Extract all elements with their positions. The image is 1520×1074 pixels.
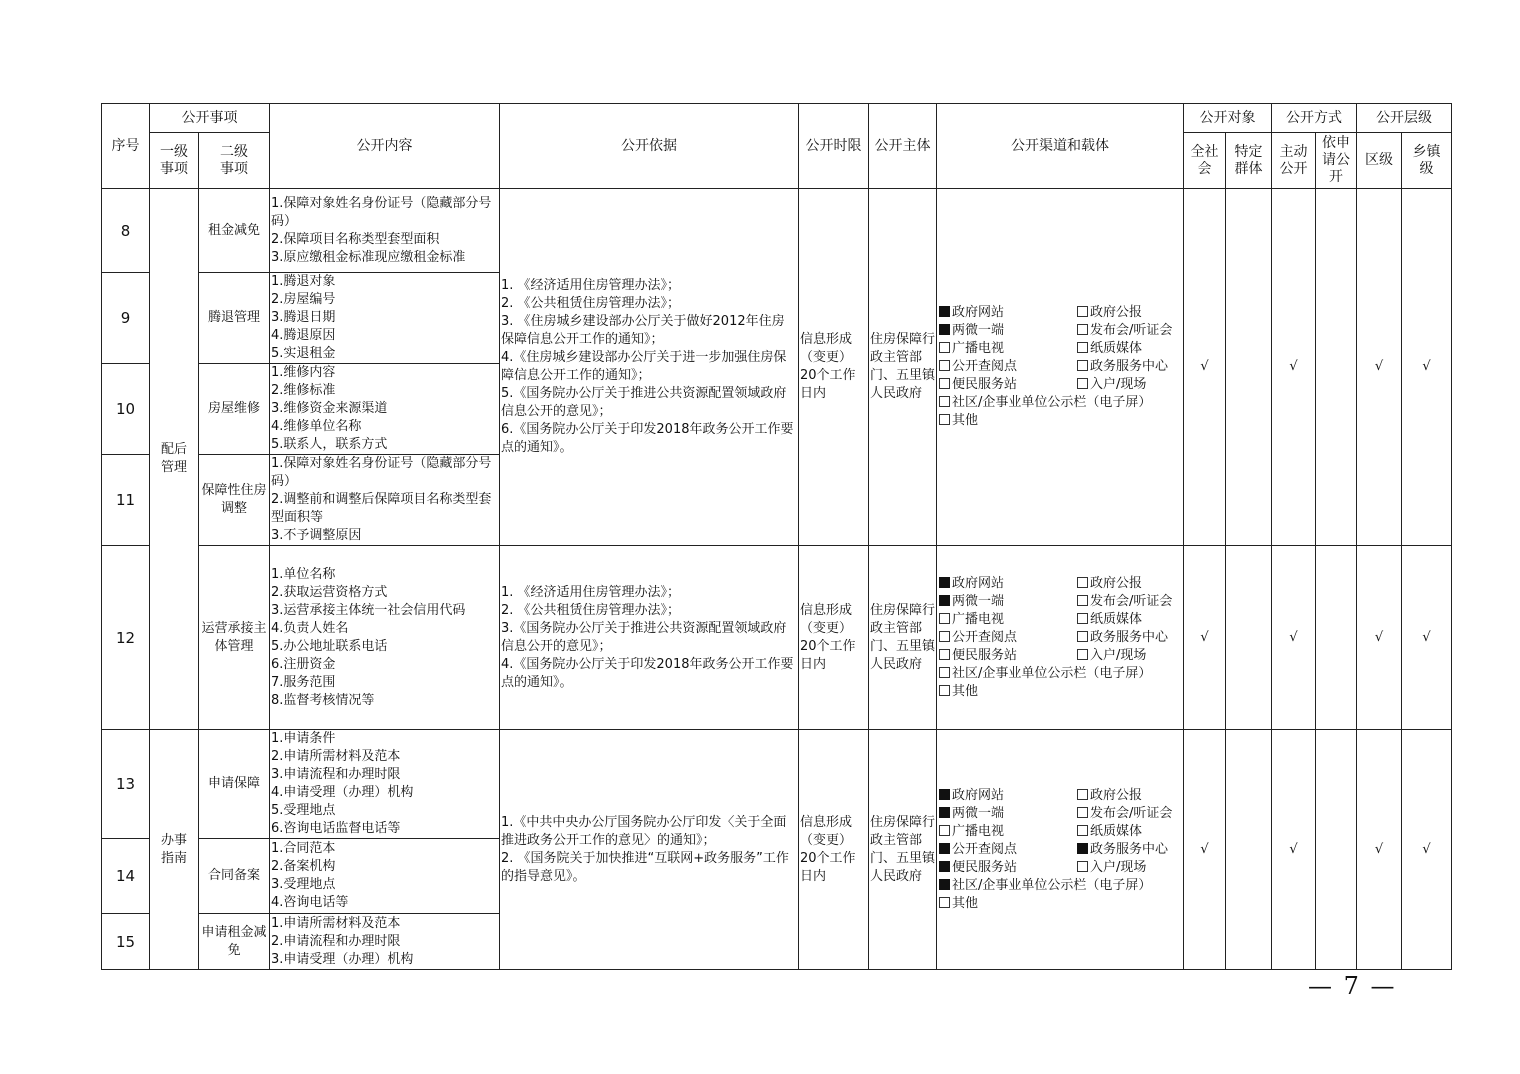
time-cell: 信息形成（变更）20个工作日内 — [799, 189, 869, 546]
channel-gov-site: 政府网站 — [952, 305, 1005, 320]
unchecked-box-icon — [1077, 861, 1088, 872]
unchecked-box-icon — [1077, 342, 1088, 353]
header-channels: 公开渠道和载体 — [937, 104, 1184, 189]
list-line: 5.受理地点 — [271, 803, 336, 818]
check-active: √ — [1272, 189, 1316, 546]
unchecked-box-icon — [939, 649, 950, 660]
list-line: 6.咨询电话监督电话等 — [271, 821, 401, 836]
channel-gov-bulletin: 政府公报 — [1090, 787, 1143, 803]
content-list — [270, 455, 500, 546]
list-line: 4.《国务院办公厅关于印发2018年政务公开工作要点的通知》。 — [501, 656, 794, 690]
channel-tv: 广播电视 — [952, 341, 1005, 356]
check-specific — [1226, 546, 1272, 730]
check-apply — [1316, 546, 1357, 730]
header-object-specific: 特定 群体 — [1226, 133, 1272, 189]
header-object-all: 全社 会 — [1184, 133, 1226, 189]
unchecked-box-icon — [1077, 324, 1088, 335]
header-object: 公开对象 — [1184, 104, 1272, 133]
check-all: √ — [1184, 189, 1226, 546]
channel-other: 其他 — [952, 413, 979, 428]
list-line: 3.受理地点 — [271, 877, 336, 892]
list-line: 1. 《经济适用住房管理办法》； — [501, 278, 681, 293]
channel-station: 便民服务站 — [952, 377, 1018, 392]
level2-cell: 合同备案 — [199, 839, 270, 914]
unchecked-box-icon — [1077, 306, 1088, 317]
header-seq: 序号 — [102, 104, 150, 189]
content-list — [270, 914, 500, 970]
row-no: 10 — [102, 364, 150, 455]
unchecked-box-icon — [1077, 631, 1088, 642]
row-no: 8 — [102, 189, 150, 273]
checked-box-icon — [1077, 843, 1088, 854]
list-line: 1.《中共中央办公厅国务院办公厅印发〈关于全面推进政务公开工作的意见〉的通知》； — [501, 814, 787, 848]
list-line: 2.调整前和调整后保障项目名称类型套型面积等 — [271, 492, 492, 525]
channel-two-micro: 两微一端 — [952, 593, 1005, 609]
unchecked-box-icon — [1077, 595, 1088, 606]
list-line: 5.《国务院办公厅关于推进公共资源配置领域政府信息公开的意见》； — [501, 386, 787, 419]
header-level2: 二级 事项 — [199, 133, 270, 189]
channel-door: 入户/现场 — [1090, 377, 1147, 392]
list-line: 3.运营承接主体统一社会信用代码 — [271, 602, 466, 618]
checked-box-icon — [939, 861, 950, 872]
unchecked-box-icon — [939, 667, 950, 678]
channel-paper: 纸质媒体 — [1090, 823, 1143, 839]
page-number: — 7 — — [1308, 972, 1397, 1000]
channel-door: 入户/现场 — [1090, 859, 1147, 875]
channels-cell — [937, 189, 1184, 546]
channel-service-center: 政务服务中心 — [1090, 629, 1169, 645]
list-line: 3.不予调整原因 — [271, 528, 362, 543]
channel-tv: 广播电视 — [952, 611, 1005, 627]
checked-box-icon — [939, 324, 950, 335]
unchecked-box-icon — [939, 613, 950, 624]
list-line: 4.申请受理（办理）机构 — [271, 785, 414, 800]
header-time: 公开时限 — [799, 104, 869, 189]
list-line: 8.监督考核情况等 — [271, 692, 375, 708]
list-line: 6.注册资金 — [271, 656, 336, 672]
channel-reading: 公开查阅点 — [952, 629, 1018, 645]
list-line: 1.单位名称 — [271, 566, 336, 582]
channel-service-center: 政务服务中心 — [1090, 841, 1169, 857]
checked-box-icon — [939, 879, 950, 890]
channel-gov-bulletin: 政府公报 — [1090, 305, 1143, 320]
list-line: 2.获取运营资格方式 — [271, 584, 388, 600]
unchecked-box-icon — [1077, 577, 1088, 588]
level2-cell: 运营承接主体管理 — [199, 546, 270, 730]
list-line: 1.保障对象姓名身份证号（隐藏部分号码） — [271, 195, 492, 229]
unchecked-box-icon — [1077, 360, 1088, 371]
time-cell: 信息形成（变更）20个工作日内 — [799, 730, 869, 970]
channel-station: 便民服务站 — [952, 647, 1018, 663]
unchecked-box-icon — [1077, 378, 1088, 389]
list-line: 3.申请流程和办理时限 — [271, 767, 401, 782]
list-line: 5.办公地址联系电话 — [271, 638, 388, 654]
channel-other: 其他 — [952, 895, 979, 911]
channel-other: 其他 — [952, 683, 979, 699]
row-no: 12 — [102, 546, 150, 730]
list-line: 6.《国务院办公厅关于印发2018年政务公开工作要点的通知》。 — [501, 422, 794, 455]
list-line: 1. 《经济适用住房管理办法》； — [501, 584, 681, 600]
check-district: √ — [1357, 189, 1402, 546]
content-list — [270, 273, 500, 364]
header-subject: 公开主体 — [869, 104, 937, 189]
channel-paper: 纸质媒体 — [1090, 341, 1143, 356]
unchecked-box-icon — [939, 396, 950, 407]
header-basis: 公开依据 — [500, 104, 799, 189]
list-line: 2.维修标准 — [271, 383, 336, 398]
list-line: 3.维修资金来源渠道 — [271, 401, 388, 416]
check-district: √ — [1357, 730, 1402, 970]
channel-gov-site: 政府网站 — [952, 787, 1005, 803]
content-list — [270, 839, 500, 914]
list-line: 2.保障项目名称类型套型面积 — [271, 231, 440, 247]
list-line: 1.合同范本 — [271, 841, 336, 856]
check-all: √ — [1184, 546, 1226, 730]
header-method-active: 主动 公开 — [1272, 133, 1316, 189]
unchecked-box-icon — [1077, 825, 1088, 836]
channel-gov-site: 政府网站 — [952, 575, 1005, 591]
check-town: √ — [1402, 546, 1452, 730]
content-list — [270, 546, 500, 730]
list-line: 1.保障对象姓名身份证号（隐藏部分号码） — [271, 456, 492, 489]
level1-cell: 配后 管理 — [150, 189, 199, 730]
channel-board: 社区/企事业单位公示栏（电子屏） — [952, 877, 1152, 893]
level2-cell: 申请租金减免 — [199, 914, 270, 970]
check-all: √ — [1184, 730, 1226, 970]
list-line: 1.申请所需材料及范本 — [271, 915, 401, 931]
header-level-town: 乡镇 级 — [1402, 133, 1452, 189]
check-town: √ — [1402, 730, 1452, 970]
header-method: 公开方式 — [1272, 104, 1357, 133]
basis-list — [500, 189, 799, 546]
checked-box-icon — [939, 789, 950, 800]
row-no: 13 — [102, 730, 150, 839]
check-apply — [1316, 730, 1357, 970]
time-cell: 信息形成（变更）20个工作日内 — [799, 546, 869, 730]
checked-box-icon — [939, 843, 950, 854]
checked-box-icon — [939, 807, 950, 818]
channel-station: 便民服务站 — [952, 859, 1018, 875]
list-line: 2.申请所需材料及范本 — [271, 749, 401, 764]
list-line: 3.原应缴租金标准现应缴租金标准 — [271, 249, 466, 265]
level2-cell: 腾退管理 — [199, 273, 270, 364]
channel-press: 发布会/听证会 — [1090, 323, 1173, 338]
unchecked-box-icon — [939, 342, 950, 353]
unchecked-box-icon — [939, 825, 950, 836]
level2-cell: 房屋维修 — [199, 364, 270, 455]
row-no: 15 — [102, 914, 150, 970]
channel-gov-bulletin: 政府公报 — [1090, 575, 1143, 591]
list-line: 3. 《住房城乡建设部办公厅关于做好2012年住房保障信息公开工作的通知》； — [501, 314, 785, 347]
check-active: √ — [1272, 546, 1316, 730]
level2-cell: 租金减免 — [199, 189, 270, 273]
channel-door: 入户/现场 — [1090, 647, 1147, 663]
checked-box-icon — [939, 306, 950, 317]
basis-list — [500, 730, 799, 970]
header-level-district: 区级 — [1357, 133, 1402, 189]
unchecked-box-icon — [939, 685, 950, 696]
row-no: 11 — [102, 455, 150, 546]
content-list — [270, 364, 500, 455]
header-content: 公开内容 — [270, 104, 500, 189]
channels-cell — [937, 730, 1184, 970]
subject-cell: 住房保障行政主管部门、五里镇人民政府 — [869, 730, 937, 970]
header-level: 公开层级 — [1357, 104, 1452, 133]
level1-cell: 办事 指南 — [150, 730, 199, 970]
channels-cell — [937, 546, 1184, 730]
unchecked-box-icon — [939, 360, 950, 371]
list-line: 1.申请条件 — [271, 731, 336, 746]
level2-cell: 保障性住房调整 — [199, 455, 270, 546]
unchecked-box-icon — [939, 378, 950, 389]
header-method-apply: 依申 请公 开 — [1316, 133, 1357, 189]
check-specific — [1226, 189, 1272, 546]
list-line: 4.负责人姓名 — [271, 620, 349, 636]
unchecked-box-icon — [1077, 649, 1088, 660]
check-town: √ — [1402, 189, 1452, 546]
row-no: 9 — [102, 273, 150, 364]
list-line: 2.房屋编号 — [271, 292, 336, 307]
channel-board: 社区/企事业单位公示栏（电子屏） — [952, 665, 1152, 681]
checked-box-icon — [939, 577, 950, 588]
channel-press: 发布会/听证会 — [1090, 593, 1173, 609]
channel-service-center: 政务服务中心 — [1090, 359, 1169, 374]
unchecked-box-icon — [939, 414, 950, 425]
content-list — [270, 730, 500, 839]
list-line: 1.腾退对象 — [271, 274, 336, 289]
header-matter: 公开事项 — [150, 104, 270, 133]
list-line: 3.腾退日期 — [271, 310, 336, 325]
check-active: √ — [1272, 730, 1316, 970]
level2-cell: 申请保障 — [199, 730, 270, 839]
channel-tv: 广播电视 — [952, 823, 1005, 839]
list-line: 7.服务范围 — [271, 674, 336, 690]
list-line: 4.维修单位名称 — [271, 419, 362, 434]
list-line: 2.申请流程和办理时限 — [271, 933, 401, 949]
row-no: 14 — [102, 839, 150, 914]
channel-press: 发布会/听证会 — [1090, 805, 1173, 821]
list-line: 2. 《国务院关于加快推进“互联网+政务服务”工作的指导意见》。 — [501, 850, 789, 884]
channel-board: 社区/企事业单位公示栏（电子屏） — [952, 395, 1152, 410]
checked-box-icon — [939, 595, 950, 606]
channel-two-micro: 两微一端 — [952, 323, 1005, 338]
list-line: 4.咨询电话等 — [271, 895, 349, 910]
list-line: 4.《住房城乡建设部办公厅关于进一步加强住房保障信息公开工作的通知》； — [501, 350, 787, 383]
subject-cell: 住房保障行政主管部门、五里镇人民政府 — [869, 546, 937, 730]
header-level1: 一级 事项 — [150, 133, 199, 189]
channel-reading: 公开查阅点 — [952, 359, 1018, 374]
check-specific — [1226, 730, 1272, 970]
check-district: √ — [1357, 546, 1402, 730]
channel-two-micro: 两微一端 — [952, 805, 1005, 821]
channel-paper: 纸质媒体 — [1090, 611, 1143, 627]
list-line: 4.腾退原因 — [271, 328, 336, 343]
list-line: 2. 《公共租赁住房管理办法》； — [501, 296, 681, 311]
subject-cell: 住房保障行政主管部门、五里镇人民政府 — [869, 189, 937, 546]
basis-list — [500, 546, 799, 730]
unchecked-box-icon — [1077, 807, 1088, 818]
list-line: 5.联系人，联系方式 — [271, 437, 388, 452]
list-line: 2.备案机构 — [271, 859, 336, 874]
list-line: 3.申请受理（办理）机构 — [271, 951, 414, 967]
list-line: 3.《国务院办公厅关于推进公共资源配置领域政府信息公开的意见》； — [501, 620, 787, 654]
disclosure-table — [101, 103, 1452, 970]
list-line: 5.实退租金 — [271, 346, 336, 361]
unchecked-box-icon — [939, 631, 950, 642]
list-line: 1.维修内容 — [271, 365, 336, 380]
check-apply — [1316, 189, 1357, 546]
content-list — [270, 189, 500, 273]
channel-reading: 公开查阅点 — [952, 841, 1018, 857]
unchecked-box-icon — [1077, 613, 1088, 624]
list-line: 2. 《公共租赁住房管理办法》； — [501, 602, 681, 618]
unchecked-box-icon — [1077, 789, 1088, 800]
unchecked-box-icon — [939, 897, 950, 908]
